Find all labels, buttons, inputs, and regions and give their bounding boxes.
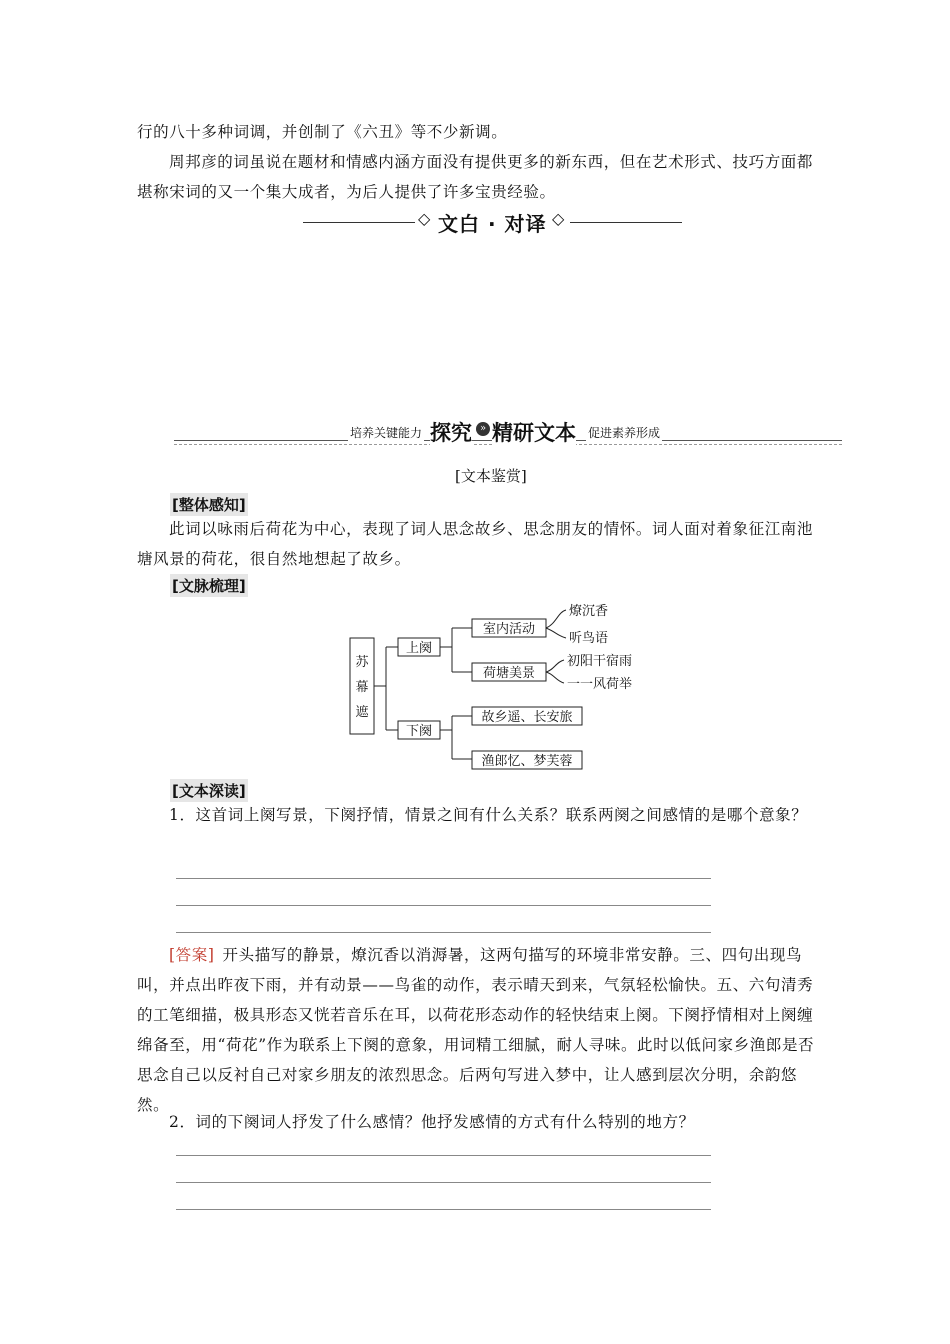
lower-label: 下阕 xyxy=(405,724,433,739)
lower2-label: 渔郎忆、梦芙蓉 xyxy=(481,754,573,769)
section-rule-right xyxy=(570,222,682,223)
overall-text: 此词以咏雨后荷花为中心，表现了词人思念故乡、思念朋友的情怀。词人面对着象征江南池塘风景的荷花，很自然地想起了故乡。 xyxy=(137,520,814,568)
root-char-3: 遮 xyxy=(355,705,369,720)
answer-text: 开头描写的静景，燎沉香以消溽暑，这两句描写的环境非常安静。三、四句出现鸟叫，并点出昨夜下雨，并有动景——鸟雀的动作，表示晴天到来，气氛轻松愉快。五、六句清秀的工笔细描，极具形态又恍若音乐在耳，以荷花形态动作的轻快结束上阕。下阕抒情相对上阕缠绵备至，用“荷花”作为联系上下阕的意象，用词精工细腻，耐人寻味。此时以低问家乡渔郎是否思念自己以反衬自己对家乡朋友的浓烈思念。后两句写进入梦中，让人感到层次分明，余韵悠然。 xyxy=(137,946,815,1114)
question-2: 2．词的下阕词人抒发了什么感情？他抒发感情的方式有什么特别的地方？ xyxy=(169,1113,695,1131)
diamond-right-icon: ◇ xyxy=(552,209,565,228)
lower1-label: 故乡遥、长安旅 xyxy=(481,710,573,725)
answer-paragraph xyxy=(137,940,817,1120)
answer-line[interactable] xyxy=(176,1182,711,1183)
answer-line[interactable] xyxy=(176,905,711,906)
appreciation-title: [文本鉴赏] xyxy=(455,467,527,485)
deep-heading: [文本深读] xyxy=(170,779,248,802)
root-char-1: 苏 xyxy=(355,655,369,670)
pond-label: 荷塘美景 xyxy=(482,666,536,681)
section-title: 文白 · 对译 xyxy=(438,212,547,236)
answer-line[interactable] xyxy=(176,878,711,879)
leaf-1: 燎沉香 xyxy=(569,604,609,619)
banner-left-text: 培养关键能力 xyxy=(350,426,423,440)
banner-main-2: 精研文本 xyxy=(492,417,576,447)
answer-label: [答案] xyxy=(169,946,215,964)
overall-heading: [整体感知] xyxy=(170,493,248,516)
banner-main-1: 探究 xyxy=(430,417,472,447)
answer-line[interactable] xyxy=(176,1209,711,1210)
root-char-2: 幕 xyxy=(355,680,369,695)
intro-paragraph: 周邦彦的词虽说在题材和情感内涵方面没有提供更多的新东西，但在艺术形式、技巧方面都堪称宋词的又一个集大成者，为后人提供了许多宝贵经验。 xyxy=(137,153,814,201)
question-1: 1．这首词上阕写景，下阕抒情，情景之间有什么关系？联系两阕之间感情的是哪个意象？ xyxy=(169,806,808,824)
banner-circle-icon: » xyxy=(476,422,490,436)
intro-line: 行的八十多种词调，并创制了《六丑》等不少新调。 xyxy=(137,123,508,141)
banner xyxy=(174,420,842,450)
structure-heading: [文脉梳理] xyxy=(170,574,248,597)
banner-right-text: 促进素养形成 xyxy=(588,426,661,440)
leaf-4: 一一风荷举 xyxy=(567,677,633,692)
answer-line[interactable] xyxy=(176,932,711,933)
answer-line[interactable] xyxy=(176,1155,711,1156)
diamond-left-icon: ◇ xyxy=(418,209,431,228)
upper-label: 上阕 xyxy=(405,641,433,656)
leaf-3: 初阳干宿雨 xyxy=(567,654,633,669)
indoor-label: 室内活动 xyxy=(482,622,536,637)
leaf-2: 听鸟语 xyxy=(569,631,609,646)
structure-diagram xyxy=(340,596,660,776)
section-rule-left xyxy=(303,222,415,223)
